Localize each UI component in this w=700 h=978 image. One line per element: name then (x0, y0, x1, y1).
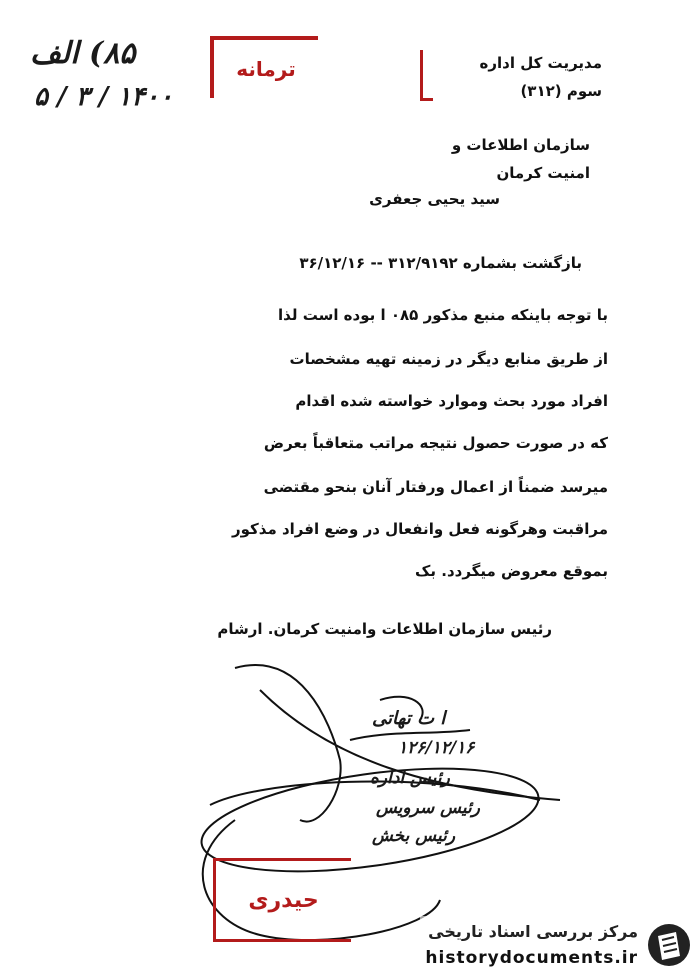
body-line-1: با توجه باینکه منبع مذکور ۰۸۵ ا بوده است لذا (278, 306, 608, 324)
department-line2: سوم (۳۱۲) (520, 82, 602, 100)
archive-logo-icon (646, 922, 692, 968)
reference-line: بازگشت بشماره ۳۱۲/۹۱۹۲ -- ۳۶/۱۲/۱۶ (299, 254, 582, 272)
body-line-6: مراقبت وهرگونه فعل وانفعال در وضع افراد مذکور (232, 520, 608, 538)
signature-line: رئیس سازمان اطلاعات وامنیت کرمان. ارشام (217, 620, 552, 638)
watermark (420, 916, 700, 976)
body-line-5: میرسد ضمناً از اعمال ورفتار آنان بنحو مقتضی (263, 478, 608, 496)
top-stamp-label: ترمانه (236, 57, 296, 81)
handwritten-note-3: رئیس اداره (370, 768, 450, 788)
handwritten-note-4: رئیس سرویس (376, 798, 480, 818)
body-line-2: از طریق منابع دیگر در زمینه تهیه مشخصات (289, 350, 608, 368)
handwritten-note-2: ۱۲۶/۱۲/۱۶ (398, 738, 475, 758)
handwritten-top-left-line1: ۸۵) الف (30, 36, 136, 71)
handwritten-note-1: ا ت تهاتی (372, 708, 446, 729)
bottom-stamp (213, 858, 351, 942)
body-line-7: بموقع معروض میگردد. بک (415, 562, 608, 580)
watermark-site: historydocuments.ir (425, 948, 638, 968)
department-line1: مدیریت کل اداره (479, 54, 602, 72)
handwritten-top-left-line2: ۵ / ۳ / ۱۴۰۰ (34, 82, 173, 112)
recipient-line1: سازمان اطلاعات و (451, 136, 590, 154)
body-line-3: افراد مورد بحث وموارد خواسته شده اقدام (295, 392, 608, 410)
watermark-title: مرکز بررسی اسناد تاریخی (428, 922, 638, 941)
bottom-stamp-label: حیدری (248, 887, 319, 913)
body-line-4: که در صورت حصول نتیجه مراتب متعاقباً بعرض (263, 434, 608, 452)
recipient-line2: امنیت کرمان (496, 164, 590, 182)
handwritten-note-5: رئیس بخش (372, 826, 456, 846)
subject-title: سید یحیی جعفری (369, 190, 500, 208)
